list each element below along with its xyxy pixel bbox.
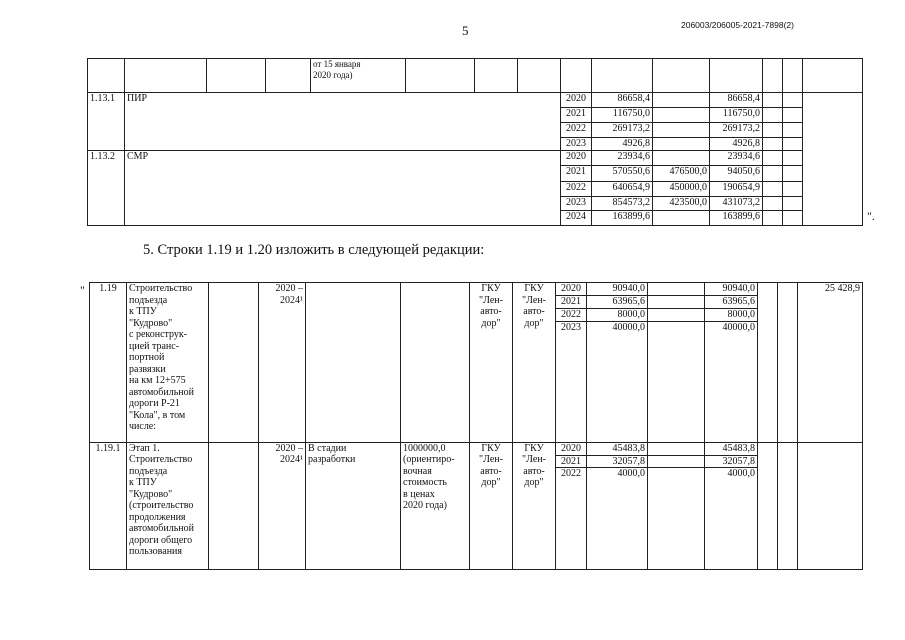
value-cell: [653, 151, 710, 166]
cell-line: дороги Р-21: [129, 398, 180, 409]
cell-line: ГКУ: [524, 283, 544, 294]
year-cell: 2022: [561, 123, 592, 138]
cell-line: подъезда: [129, 294, 168, 306]
value-cell: [648, 321, 705, 442]
cell-line: 2024¹: [280, 294, 303, 306]
cell-line: к ТПУ: [129, 477, 157, 488]
cell-line: на км 12+575: [129, 375, 186, 386]
extra-value: 25 428,9: [798, 283, 863, 443]
value-cell: 45483,8: [705, 442, 758, 455]
cell-line: с реконструк-: [129, 329, 188, 340]
cell-line: к ТПУ: [129, 306, 157, 317]
cell-line: В стадии: [308, 442, 347, 454]
value-cell: 476500,0: [653, 166, 710, 182]
cell-line: Строительство: [129, 283, 193, 294]
value-cell: 163899,6: [592, 211, 653, 226]
value-cell: 94050,6: [710, 166, 763, 182]
cell-line: "Лен-: [522, 294, 546, 306]
value-cell: 450000,0: [653, 182, 710, 197]
value-cell: 32057,8: [587, 455, 648, 468]
gku-cell: [513, 283, 556, 443]
cell-line: цией транс-: [129, 340, 180, 352]
cell-line: "Лен-: [479, 294, 503, 306]
value-cell: 86658,4: [592, 93, 653, 108]
year-cell: 2021: [561, 166, 592, 182]
table-row: [88, 59, 863, 93]
period-cell: [259, 442, 306, 570]
cell-line: ГКУ: [481, 442, 501, 454]
row-number: 1.19: [90, 283, 127, 443]
value-cell: 4926,8: [710, 138, 763, 151]
cell-line: в ценах: [403, 488, 435, 500]
cell-line: авто-: [523, 465, 545, 477]
value-cell: 8000,0: [587, 309, 648, 322]
cost-cell: [401, 442, 470, 570]
period-cell: [259, 283, 306, 443]
row-number: 1.19.1: [90, 442, 127, 570]
year-cell: 2022: [556, 468, 587, 570]
cell-line: вочная: [403, 465, 432, 477]
table-row: [88, 93, 863, 108]
row-name: ПИР: [125, 93, 561, 151]
cell-line: Строительство: [129, 454, 193, 465]
value-cell: 4926,8: [592, 138, 653, 151]
cell-line: подъезда: [129, 465, 168, 477]
table-new-rows: [89, 282, 863, 570]
year-cell: 2020: [561, 151, 592, 166]
value-cell: 90940,0: [587, 283, 648, 296]
value-cell: 269173,2: [592, 123, 653, 138]
row-name: [127, 442, 209, 570]
value-cell: [648, 442, 705, 455]
cell-line: 1000000,0: [403, 442, 446, 454]
year-cell: 2023: [561, 138, 592, 151]
value-cell: 640654,9: [592, 182, 653, 197]
value-cell: 8000,0: [705, 309, 758, 322]
cell-line: пользования: [129, 546, 182, 557]
cell-line: 2020 года): [403, 500, 447, 511]
value-cell: 40000,0: [705, 321, 758, 442]
value-cell: 4000,0: [705, 468, 758, 570]
year-cell: 2022: [556, 309, 587, 322]
value-cell: 45483,8: [587, 442, 648, 455]
gku-cell: [470, 283, 513, 443]
cell-line: 2020 –: [275, 283, 303, 294]
status-cell: [306, 442, 401, 570]
value-cell: [648, 283, 705, 296]
cell-line: "Кудрово": [129, 488, 173, 500]
gku-cell: [470, 442, 513, 570]
page-number: 5: [462, 23, 469, 38]
cell-line: развязки: [129, 363, 166, 375]
year-cell: 2024: [561, 211, 592, 226]
value-cell: [653, 93, 710, 108]
value-cell: 431073,2: [710, 197, 763, 211]
table-row: [90, 442, 863, 455]
value-cell: 163899,6: [710, 211, 763, 226]
value-cell: 570550,6: [592, 166, 653, 182]
value-cell: 63965,6: [587, 296, 648, 309]
section-heading: 5. Строки 1.19 и 1.20 изложить в следующей редакции:: [143, 242, 485, 258]
value-cell: [648, 455, 705, 468]
cell-line: (ориентиро-: [403, 454, 455, 465]
cell-line: авто-: [523, 306, 545, 317]
table-continuation: [87, 58, 863, 226]
year-cell: 2020: [556, 442, 587, 455]
cell-line: "Лен-: [479, 454, 503, 465]
cell-line: "Кудрово": [129, 317, 173, 329]
value-cell: [653, 108, 710, 123]
cell-line: дор": [481, 477, 501, 488]
cell-line: "Лен-: [522, 454, 546, 465]
cell-line: ГКУ: [481, 283, 501, 294]
cell-line: авто-: [480, 465, 502, 477]
row-number: 1.13.1: [88, 93, 125, 151]
year-cell: 2020: [556, 283, 587, 296]
year-cell: 2021: [556, 296, 587, 309]
cell-line: автомобильной: [129, 523, 194, 534]
value-cell: [653, 211, 710, 226]
value-cell: 4000,0: [587, 468, 648, 570]
cell-line: (строительство: [129, 500, 194, 511]
year-cell: 2021: [561, 108, 592, 123]
year-cell: 2022: [561, 182, 592, 197]
value-cell: [648, 296, 705, 309]
value-cell: 32057,8: [705, 455, 758, 468]
value-cell: [653, 138, 710, 151]
cell-line: дороги общего: [129, 534, 193, 546]
year-cell: 2020: [561, 93, 592, 108]
value-cell: 116750,0: [592, 108, 653, 123]
cell-line: разработки: [308, 454, 356, 465]
cell-line: 2020 –: [275, 442, 303, 454]
cell-line: продолжения: [129, 511, 186, 523]
value-cell: 423500,0: [653, 197, 710, 211]
cell-line: портной: [129, 352, 165, 363]
cell-line: 2024¹: [280, 454, 303, 465]
value-cell: 40000,0: [587, 321, 648, 442]
year-cell: 2023: [556, 321, 587, 442]
cell-line: автомобильной: [129, 386, 194, 398]
cell-line: авто-: [480, 306, 502, 317]
value-cell: 90940,0: [705, 283, 758, 296]
table-row: [88, 151, 863, 166]
cell-line: дор": [524, 477, 544, 488]
closing-quote: ".: [867, 209, 875, 223]
opening-quote: ": [80, 283, 85, 297]
cell-text: 2020 года): [313, 70, 353, 80]
value-cell: 63965,6: [705, 296, 758, 309]
year-cell: 2023: [561, 197, 592, 211]
cell-line: "Кола", в том: [129, 409, 186, 421]
row-name: [127, 283, 209, 443]
row-name: СМР: [125, 151, 561, 226]
value-cell: 86658,4: [710, 93, 763, 108]
value-cell: [648, 309, 705, 322]
cell-line: стоимость: [403, 477, 447, 488]
value-cell: 23934,6: [710, 151, 763, 166]
value-cell: 190654,9: [710, 182, 763, 197]
value-cell: 116750,0: [710, 108, 763, 123]
cell-line: дор": [481, 317, 501, 329]
row-number: 1.13.2: [88, 151, 125, 226]
cell-line: ГКУ: [524, 442, 544, 454]
cell-line: числе:: [129, 421, 157, 432]
document-code: 206003/206005-2021-7898(2): [681, 20, 794, 30]
year-cell: 2021: [556, 455, 587, 468]
cell-line: дор": [524, 317, 544, 329]
cell-line: Этап 1.: [129, 442, 160, 454]
cell-text: от 15 января: [313, 59, 361, 69]
value-cell: 23934,6: [592, 151, 653, 166]
table-row: [90, 283, 863, 296]
value-cell: [648, 468, 705, 570]
gku-cell: [513, 442, 556, 570]
value-cell: 269173,2: [710, 123, 763, 138]
value-cell: [653, 123, 710, 138]
value-cell: 854573,2: [592, 197, 653, 211]
